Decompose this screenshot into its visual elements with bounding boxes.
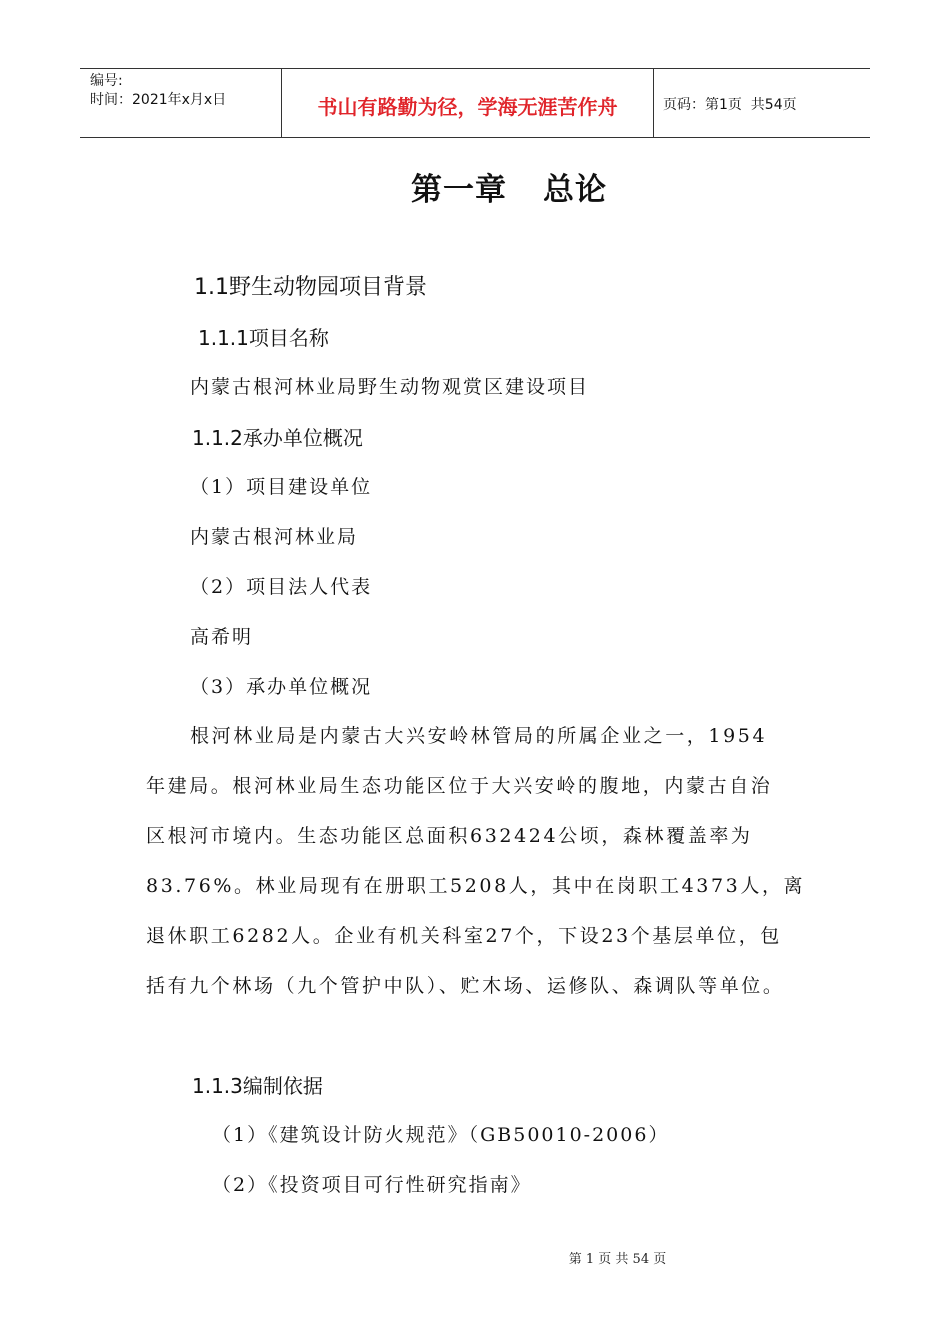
basis-2: （2）《投资项目可行性研究指南》 <box>212 1174 532 1196</box>
header-meta <box>80 69 282 137</box>
project-name-text: 内蒙古根河林业局野生动物观赏区建设项目 <box>190 376 590 398</box>
item-2-value: 高希明 <box>190 626 254 648</box>
section-heading-1-1: 1.1野生动物园项目背景 <box>194 275 427 300</box>
document-header <box>80 68 870 138</box>
item-2-label: （2）项目法人代表 <box>190 576 373 598</box>
item-1-value: 内蒙古根河林业局 <box>190 526 359 548</box>
chapter-title <box>0 164 950 209</box>
item-3-label: （3）承办单位概况 <box>190 676 373 698</box>
paragraph-line: 根河林业局是内蒙古大兴安岭林管局的所属企业之一，1954 <box>190 725 768 747</box>
section-heading-1-1-1: 1.1.1项目名称 <box>198 326 329 350</box>
header-motto: 书山有路勤为径，学海无涯苦作舟 <box>282 69 654 137</box>
header-page-info <box>654 69 870 137</box>
paragraph-line: 括有九个林场（九个管护中队）、贮木场、运修队、森调队等单位。 <box>146 975 785 997</box>
page-footer: 第 1 页 共 54 页 <box>568 1252 667 1267</box>
time-label: 时间：2021年x月x日 <box>90 92 227 108</box>
paragraph-line: 区根河市境内。生态功能区总面积632424公顷，森林覆盖率为 <box>146 825 753 847</box>
chapter-number: 第一章 <box>411 172 507 208</box>
item-1-label: （1）项目建设单位 <box>190 476 373 498</box>
section-heading-1-1-3: 1.1.3编制依据 <box>192 1074 323 1098</box>
number-label: 编号: <box>90 73 123 89</box>
header-page-label: 页码：第1页 共54页 <box>663 97 797 113</box>
chapter-name: 总论 <box>543 172 607 208</box>
section-heading-1-1-2: 1.1.2承办单位概况 <box>192 426 363 450</box>
basis-1: （1）《建筑设计防火规范》（GB50010-2006） <box>212 1124 670 1146</box>
paragraph-line: 退休职工6282人。企业有机关科室27个，下设23个基层单位，包 <box>146 925 782 947</box>
paragraph-line: 83.76%。林业局现有在册职工5208人，其中在岗职工4373人，离 <box>146 875 806 897</box>
paragraph-line: 年建局。根河林业局生态功能区位于大兴安岭的腹地，内蒙古自治 <box>146 775 773 797</box>
